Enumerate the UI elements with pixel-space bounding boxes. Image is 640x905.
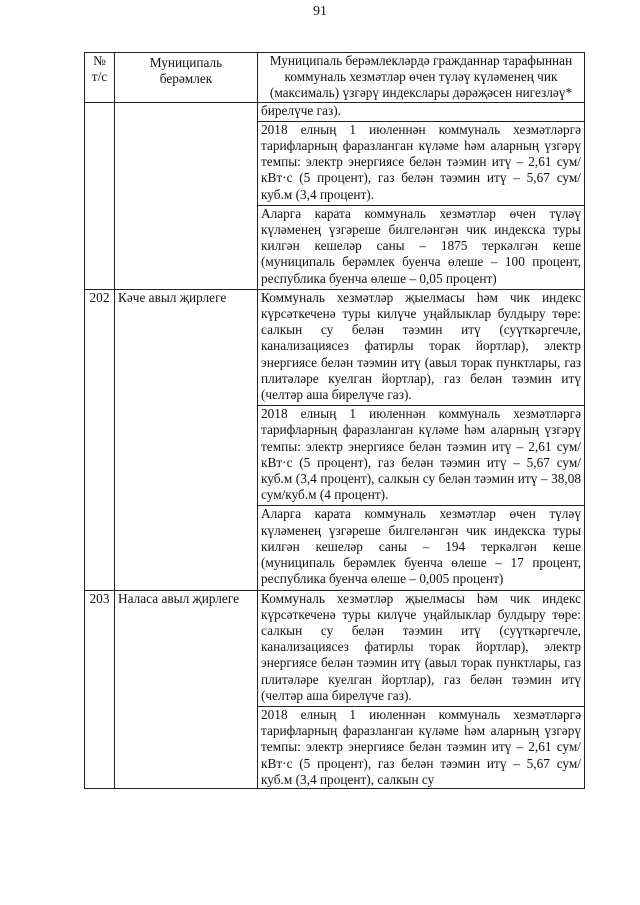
row-number: 202 (85, 289, 115, 590)
paragraph: Коммуналь хезмәтләр җыелмасы һәм чик индекс күрсәткеченә туры килүче уңайлыклар булдыру төре: салкын су белән тәэмин итү (суүткәргечле, канализациясез фатирлы торак йортлар), электр энергиясе белән тәэмин итү (авыл торак пунктлары, газ плитәләре куелган йортлар), газ белән тәэмин итү (челтәр аша бирелүче газ). (261, 289, 581, 403)
page-number: 91 (313, 4, 327, 19)
row-number (85, 102, 115, 289)
row-justification (258, 289, 585, 590)
header-justification: Муниципаль берәмлекләрдә гражданнар тарафыннан коммуналь хезмәтләр өчен түләү күләменең чик (максималь) үзгәрү индекслары дәрәҗәсен нигезләү* (258, 53, 585, 103)
table-row (85, 289, 585, 590)
row-municipality (115, 102, 258, 289)
table-header-row (85, 53, 585, 103)
tariff-index-table (84, 52, 585, 789)
paragraph: бирелүче газ). (261, 102, 341, 118)
row-justification (258, 590, 585, 788)
header-number: № т/с (85, 53, 115, 103)
row-municipality: Наласа авыл җирлеге (115, 590, 258, 788)
row-municipality: Кәче авыл җирлеге (115, 289, 258, 590)
paragraph: 2018 елның 1 июленнән коммуналь хезмәтләргә тарифларның фаразланган күләме һәм аларның үзгәрү темпы: электр энергиясе белән тәэмин итү – 2,61 сум/кВт·с (5 процент), газ белән тәэмин итү – 5,67 сум/куб.м (3,4 процент), салкын су белән тәэмин итү – 38,08 сум/куб.м (4 процент). (258, 405, 584, 505)
paragraph: Коммуналь хезмәтләр җыелмасы һәм чик индекс күрсәткеченә туры килүче уңайлыклар булдыру төре: салкын су белән тәэмин итү (суүткәргечле, канализациясез фатирлы торак йортлар), электр энергиясе белән тәэмин итү (авыл торак пунктлары, газ плитәләре куелган йортлар), газ белән тәэмин итү (челтәр аша бирелүче газ). (261, 590, 581, 703)
paragraph: 2018 елның 1 июленнән коммуналь хезмәтләргә тарифларның фаразланган күләме һәм аларның үзгәрү темпы: электр энергиясе белән тәэмин итү – 2,61 сум/кВт·с (5 процент), газ белән тәэмин итү – 5,67 сум/куб.м (3,4 процент), салкын су (258, 706, 584, 788)
paragraph: Аларга карата коммуналь хезмәтләр өчен түләү күләменең үзгәреше билгеләнгән чик индекска туры килгән кешеләр саны – 1875 теркәлгән кеше (муниципаль берәмлек буенча өлеше – 100 процент, республика буенча өлеше – 0,05 процент) (258, 205, 584, 289)
paragraph: 2018 елның 1 июленнән коммуналь хезмәтләргә тарифларның фаразланган күләме һәм аларның үзгәрү темпы: электр энергиясе белән тәэмин итү – 2,61 сум/кВт·с (5 процент), газ белән тәэмин итү – 5,67 сум/куб.м (3,4 процент). (258, 121, 584, 205)
table-row (85, 590, 585, 788)
header-municipality: Муниципаль берәмлек (115, 53, 258, 103)
row-justification (258, 102, 585, 289)
paragraph: Аларга карата коммуналь хезмәтләр өчен түләү күләменең үзгәреше билгеләнгән чик индекска туры килгән кешеләр саны – 194 теркәлгән кеше (муниципаль берәмлек буенча өлеше – 17 процент, республика буенча өлеше – 0,005 процент) (258, 505, 584, 589)
row-number: 203 (85, 590, 115, 788)
table-row (85, 102, 585, 289)
